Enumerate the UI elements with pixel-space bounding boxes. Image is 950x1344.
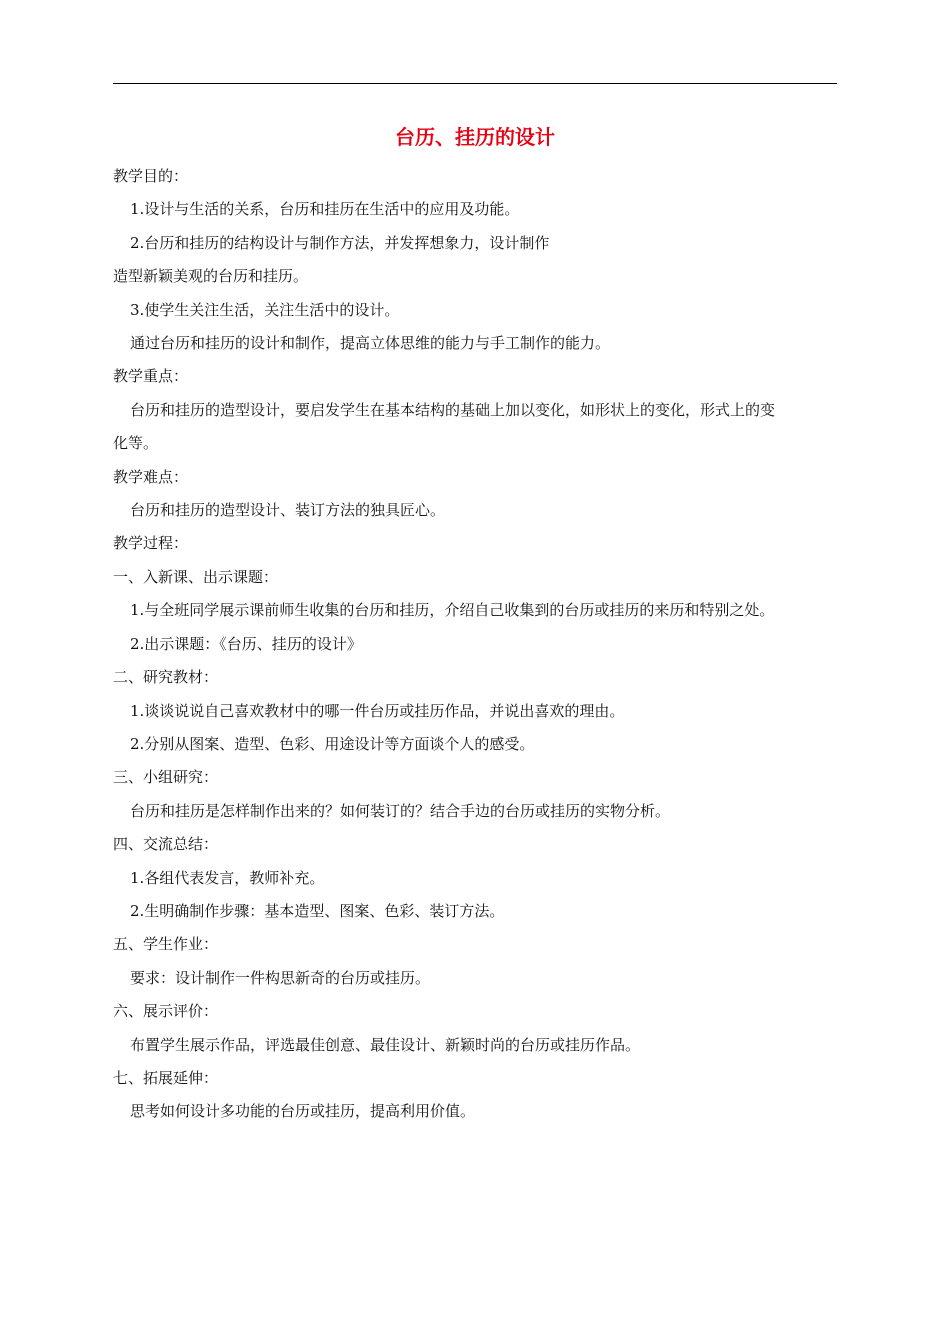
body-line: 台历和挂历的造型设计、装订方法的独具匠心。: [130, 501, 446, 520]
body-line: 1.与全班同学展示课前师生收集的台历和挂历，介绍自己收集到的台历或挂历的来历和特别之处。: [130, 601, 775, 620]
body-line: 1.各组代表发言，教师补充。: [130, 868, 325, 887]
body-line: 2.台历和挂历的结构设计与制作方法，并发挥想象力，设计制作: [130, 233, 550, 252]
document-body: [113, 160, 839, 1129]
section-heading: 六、展示评价：: [113, 1002, 219, 1021]
section-heading: 教学过程：: [113, 534, 189, 553]
body-line: 2.出示课题：《台历、挂历的设计》: [130, 634, 362, 653]
body-line: 3.使学生关注生活，关注生活中的设计。: [130, 300, 400, 319]
body-line: 台历和挂历的造型设计，要启发学生在基本结构的基础上加以变化，如形状上的变化，形式上的变: [130, 400, 776, 419]
body-line: 1.设计与生活的关系，台历和挂历在生活中的应用及功能。: [130, 200, 520, 219]
body-line: 布置学生展示作品，评选最佳创意、最佳设计、新颖时尚的台历或挂历作品。: [130, 1035, 641, 1054]
header-rule: [113, 83, 837, 84]
section-heading: 二、研究教材：: [113, 668, 219, 687]
body-line: 台历和挂历是怎样制作出来的？如何装订的？结合手边的台历或挂历的实物分析。: [130, 801, 671, 820]
body-line: 2.生明确制作步骤：基本造型、图案、色彩、装订方法。: [130, 901, 505, 920]
body-line: 化等。: [113, 434, 159, 453]
body-line: 造型新颖美观的台历和挂历。: [113, 267, 309, 286]
section-heading: 三、小组研究：: [113, 768, 219, 787]
body-line: 1.谈谈说说自己喜欢教材中的哪一件台历或挂历作品，并说出喜欢的理由。: [130, 701, 625, 720]
body-line: 要求：设计制作一件构思新奇的台历或挂历。: [130, 968, 431, 987]
section-heading: 教学重点：: [113, 367, 189, 386]
section-heading: 教学难点：: [113, 467, 189, 486]
section-heading: 教学目的：: [113, 167, 189, 185]
section-heading: 七、拓展延伸：: [113, 1068, 219, 1087]
section-heading: 四、交流总结：: [113, 835, 219, 854]
document-title: 台历、挂历的设计: [395, 125, 555, 149]
body-line: 思考如何设计多功能的台历或挂历，提高利用价值。: [130, 1102, 476, 1121]
body-line: 2.分别从图案、造型、色彩、用途设计等方面谈个人的感受。: [130, 734, 535, 753]
section-heading: 一、入新课、出示课题：: [113, 567, 279, 586]
section-heading: 五、学生作业：: [113, 935, 219, 954]
body-line: 通过台历和挂历的设计和制作，提高立体思维的能力与手工制作的能力。: [130, 334, 611, 353]
